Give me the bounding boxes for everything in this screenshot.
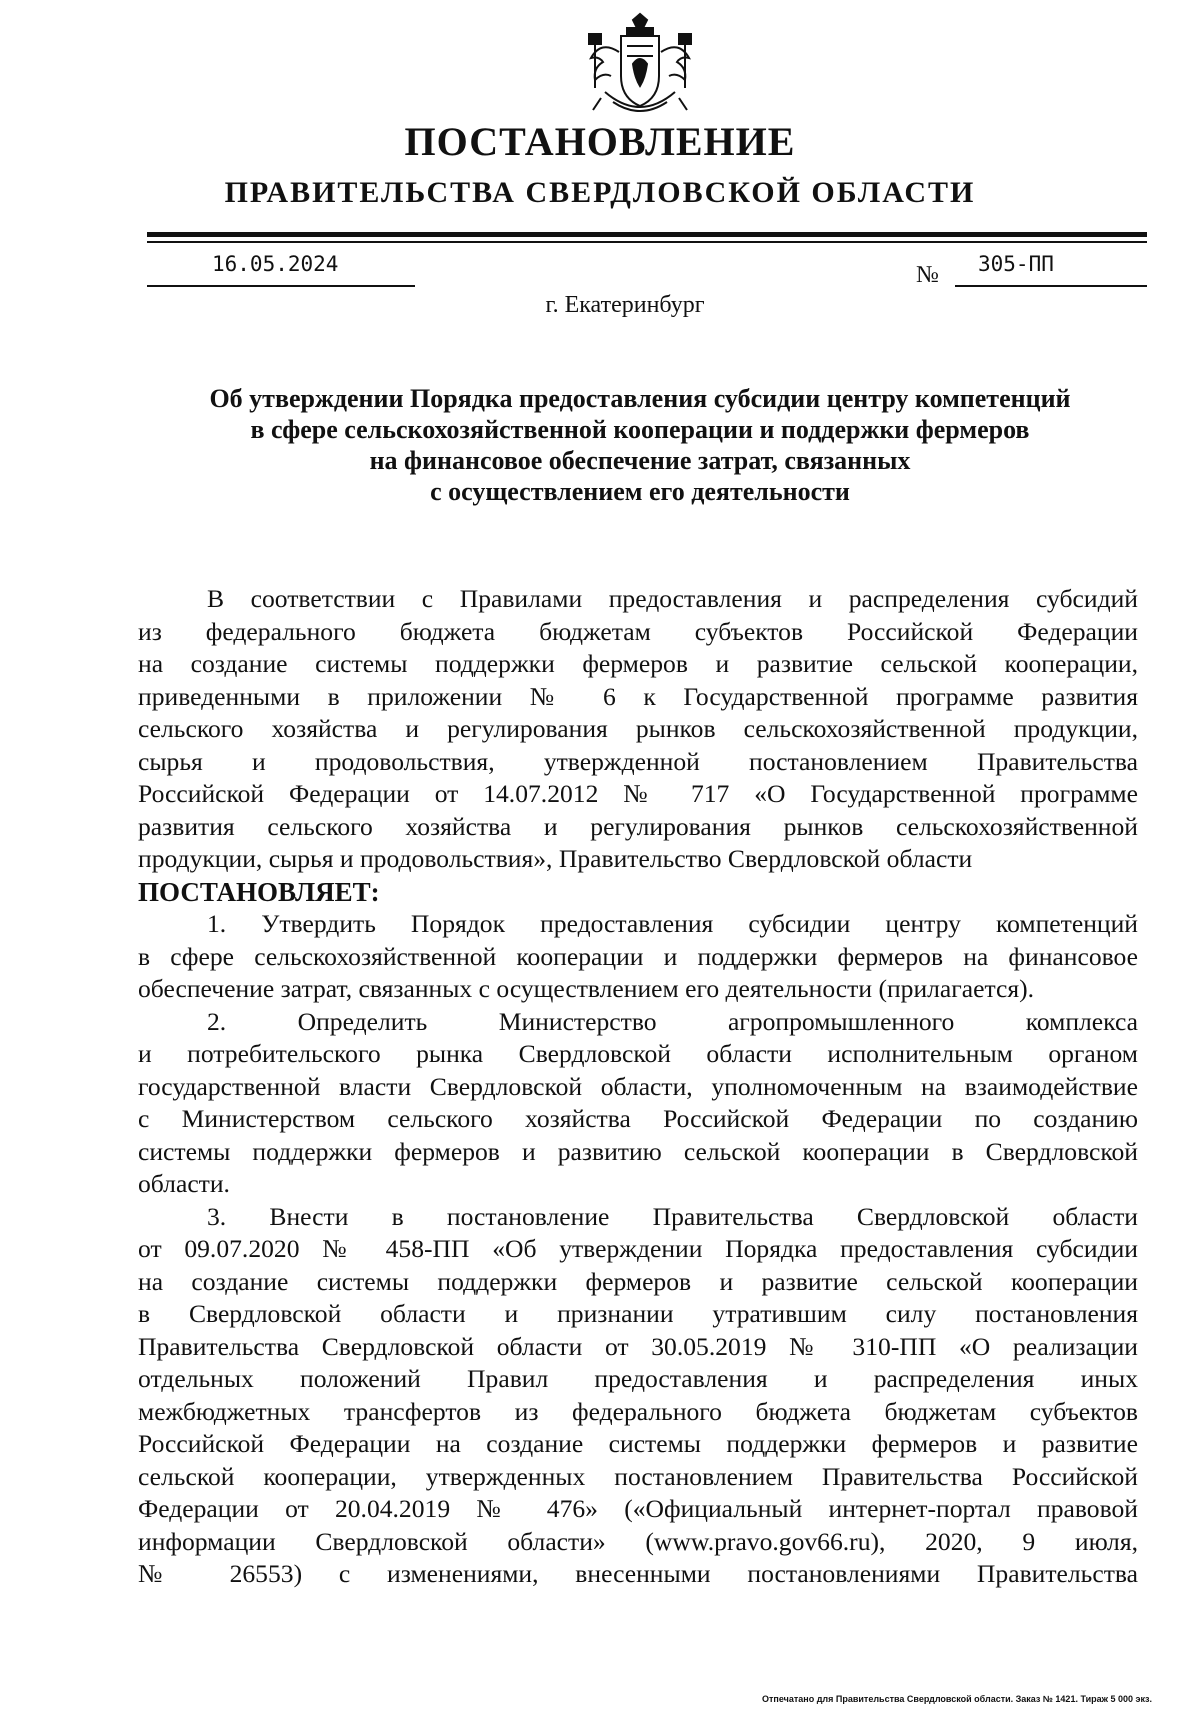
body-line: № 26553) с изменениями, внесенными постановлениями Правительства xyxy=(138,1559,1138,1588)
body-line: области. xyxy=(138,1169,230,1198)
body-line: государственной власти Свердловской области, уполномоченным на взаимодействие xyxy=(138,1071,1138,1101)
document-number: 305-ПП xyxy=(978,252,1054,276)
heading-line: с осуществлением его деятельности xyxy=(430,477,850,506)
resolves-keyword: ПОСТАНОВЛЯЕТ: xyxy=(138,876,380,907)
print-footer: Отпечатано для Правительства Свердловской области. Заказ № 1421. Тираж 5 000 экз. xyxy=(762,1694,1152,1704)
body-line: отдельных положений Правил предоставления и распределения иных xyxy=(138,1364,1138,1393)
body-line: В соответствии с Правилами предоставления и распределения субсидий xyxy=(207,584,1138,613)
document-date: 16.05.2024 xyxy=(212,252,339,276)
body-line: с Министерством сельского хозяйства Российской Федерации по созданию xyxy=(138,1104,1138,1133)
heading-line: Об утверждении Порядка предоставления субсидии центру компетенций xyxy=(209,384,1071,413)
body-line: сельского хозяйства и регулирования рынков сельскохозяйственной продукции, xyxy=(138,714,1138,743)
document-subtitle: ПРАВИТЕЛЬСТВА СВЕРДЛОВСКОЙ ОБЛАСТИ xyxy=(224,176,976,209)
body-line: Федерации от 20.04.2019 № 476» («Официальный интернет-портал правовой xyxy=(138,1494,1138,1523)
body-line: сырья и продовольствия, утвержденной постановлением Правительства xyxy=(138,746,1138,776)
body-line: системы поддержки фермеров и развитию сельской кооперации в Свердловской xyxy=(138,1136,1138,1166)
body-line: приведенными в приложении № 6 к Государственной программе развития xyxy=(138,681,1138,711)
date-underline xyxy=(147,285,415,287)
body-line: обеспечение затрат, связанных с осуществлением его деятельности (прилагается). xyxy=(138,974,1035,1003)
header-rule-thin xyxy=(147,241,1147,243)
document-heading xyxy=(140,383,1140,507)
body-line: от 09.07.2020 № 458-ПП «Об утверждении Порядка предоставления субсидии xyxy=(138,1234,1138,1263)
heading-line: в сфере сельскохозяйственной кооперации и поддержки фермеров xyxy=(250,415,1030,444)
document-city: г. Екатеринбург xyxy=(545,292,705,318)
header-rule-thick xyxy=(147,232,1147,237)
body-line: в Свердловской области и признании утратившим силу постановления xyxy=(138,1299,1138,1328)
document-body xyxy=(138,583,1138,1591)
number-sign: № xyxy=(916,262,939,288)
coat-of-arms-icon xyxy=(575,12,705,122)
body-line: развития сельского хозяйства и регулирования рынков сельскохозяйственной xyxy=(138,811,1138,841)
body-line: и потребительского рынка Свердловской области исполнительным органом xyxy=(138,1039,1138,1068)
body-line: Российской Федерации на создание системы поддержки фермеров и развитие xyxy=(138,1429,1138,1458)
body-line: 2. Определить Министерство агропромышленного комплекса xyxy=(207,1006,1138,1036)
body-line: сельской кооперации, утвержденных постановлением Правительства Российской xyxy=(138,1461,1138,1491)
body-line: межбюджетных трансфертов из федерального бюджета бюджетам субъектов xyxy=(138,1396,1138,1426)
body-line: на создание системы поддержки фермеров и развитие сельской кооперации xyxy=(138,1266,1138,1296)
body-line: Правительства Свердловской области от 30.05.2019 № 310-ПП «О реализации xyxy=(138,1331,1138,1361)
body-line: 3. Внести в постановление Правительства Свердловской области xyxy=(207,1201,1138,1231)
body-line: из федерального бюджета бюджетам субъектов Российской Федерации xyxy=(138,616,1138,646)
body-line: 1. Утвердить Порядок предоставления субсидии центру компетенций xyxy=(207,909,1138,938)
body-line: на создание системы поддержки фермеров и развитие сельской кооперации, xyxy=(138,649,1138,678)
document-title: ПОСТАНОВЛЕНИЕ xyxy=(404,119,796,164)
body-line: информации Свердловской области» (www.pravo.gov66.ru), 2020, 9 июля, xyxy=(138,1526,1138,1556)
heading-line: на финансовое обеспечение затрат, связанных xyxy=(369,446,911,475)
number-underline xyxy=(955,285,1147,287)
body-line: в сфере сельскохозяйственной кооперации и поддержки фермеров на финансовое xyxy=(138,941,1138,971)
body-line: продукции, сырья и продовольствия», Правительство Свердловской области xyxy=(138,844,973,873)
body-line: Российской Федерации от 14.07.2012 № 717 «О Государственной программе xyxy=(138,779,1138,808)
